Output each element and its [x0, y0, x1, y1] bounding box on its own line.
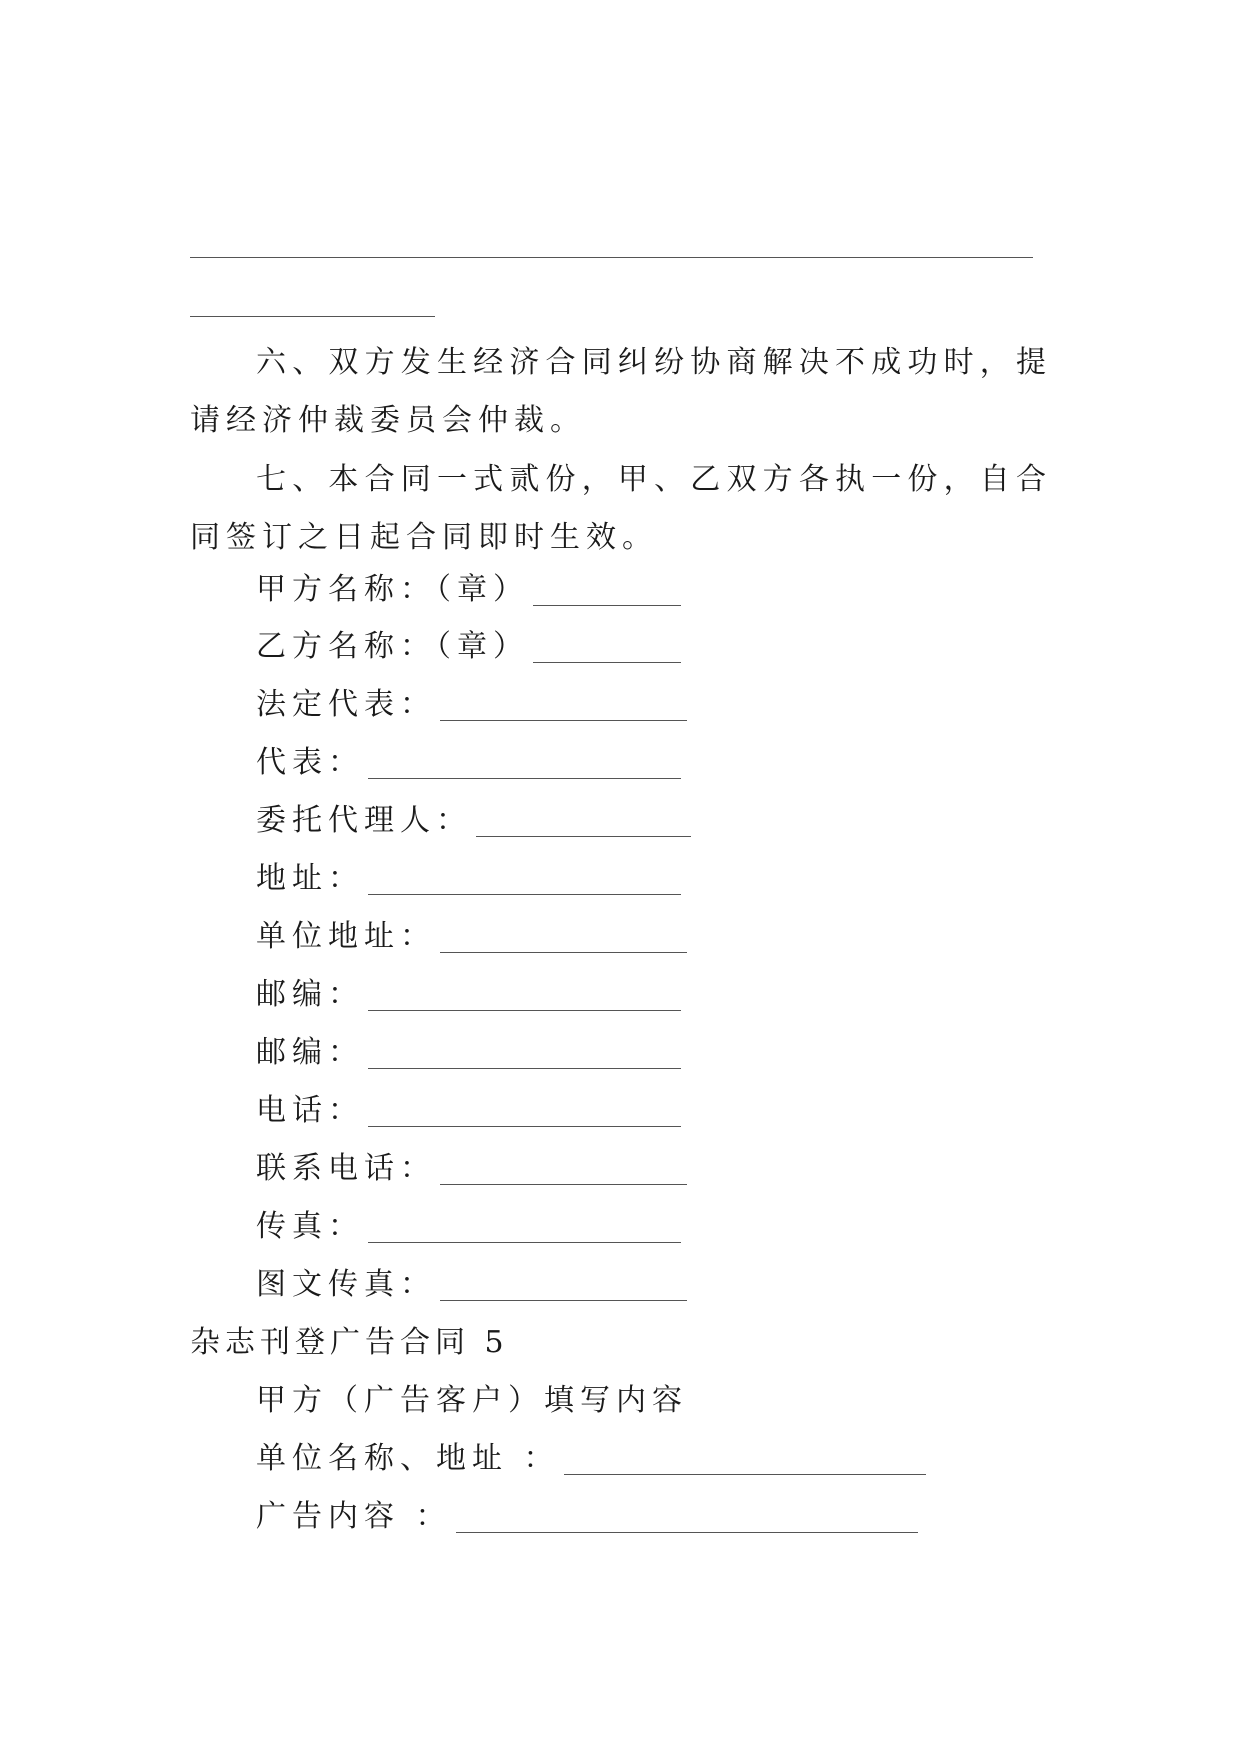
- field-label: 联系电话：: [256, 1151, 436, 1186]
- blank-line: [368, 778, 681, 779]
- field-label: 乙方名称：（章）: [256, 629, 529, 664]
- address-field: [256, 859, 681, 899]
- blank-line: [368, 894, 681, 895]
- unit-address-field: [256, 917, 687, 957]
- field-label: 法定代表：: [256, 687, 436, 722]
- field-label: 甲方名称：（章）: [256, 572, 529, 607]
- party-a-section-header: 甲方（广告客户）填写内容: [256, 1383, 688, 1418]
- blank-line: [440, 720, 687, 721]
- field-label: 代表：: [256, 745, 364, 780]
- blank-line: [440, 1300, 687, 1301]
- blank-line: [368, 1126, 681, 1127]
- fax-field: [256, 1207, 681, 1247]
- legal-representative-field: [256, 685, 687, 725]
- blank-line: [533, 605, 681, 606]
- clause-seven: 七、本合同一式贰份，甲、乙双方各执一份，自合同签订之日起合同即时生效。: [190, 462, 1052, 555]
- field-label: 电话：: [256, 1093, 364, 1128]
- blank-line: [533, 662, 681, 663]
- blank-line: [564, 1474, 926, 1475]
- contract-5-title: 杂志刊登广告合同 5: [190, 1325, 509, 1360]
- contact-phone-field: [256, 1149, 687, 1189]
- agent-field: [256, 801, 691, 841]
- blank-line: [440, 1184, 687, 1185]
- blank-line: [440, 952, 687, 953]
- blank-line: [368, 1068, 681, 1069]
- blank-line: [368, 1010, 681, 1011]
- field-label: 委托代理人：: [256, 803, 472, 838]
- field-label: 图文传真：: [256, 1267, 436, 1302]
- field-label: 邮编：: [256, 977, 364, 1012]
- blank-line-2: [190, 316, 435, 317]
- phone-field: [256, 1091, 681, 1131]
- field-label: 广告内容 ：: [256, 1499, 452, 1534]
- field-label: 单位地址：: [256, 919, 436, 954]
- unit-name-address-field: [256, 1439, 926, 1479]
- blank-line: [476, 836, 691, 837]
- image-fax-field: [256, 1265, 687, 1305]
- blank-line-1: [190, 257, 1033, 258]
- clause-six: 六、双方发生经济合同纠纷协商解决不成功时，提请经济仲裁委员会仲裁。: [190, 345, 1052, 438]
- field-label: 单位名称、地址 ：: [256, 1441, 560, 1476]
- field-label: 邮编：: [256, 1035, 364, 1070]
- representative-field: [256, 743, 681, 783]
- blank-line: [456, 1532, 918, 1533]
- postcode-field-2: [256, 1033, 681, 1073]
- field-label: 地址：: [256, 861, 364, 896]
- ad-content-field: [256, 1497, 918, 1537]
- blank-line: [368, 1242, 681, 1243]
- field-label: 传真：: [256, 1209, 364, 1244]
- postcode-field-1: [256, 975, 681, 1015]
- party-a-name-field: [256, 570, 681, 610]
- party-b-name-field: [256, 627, 681, 667]
